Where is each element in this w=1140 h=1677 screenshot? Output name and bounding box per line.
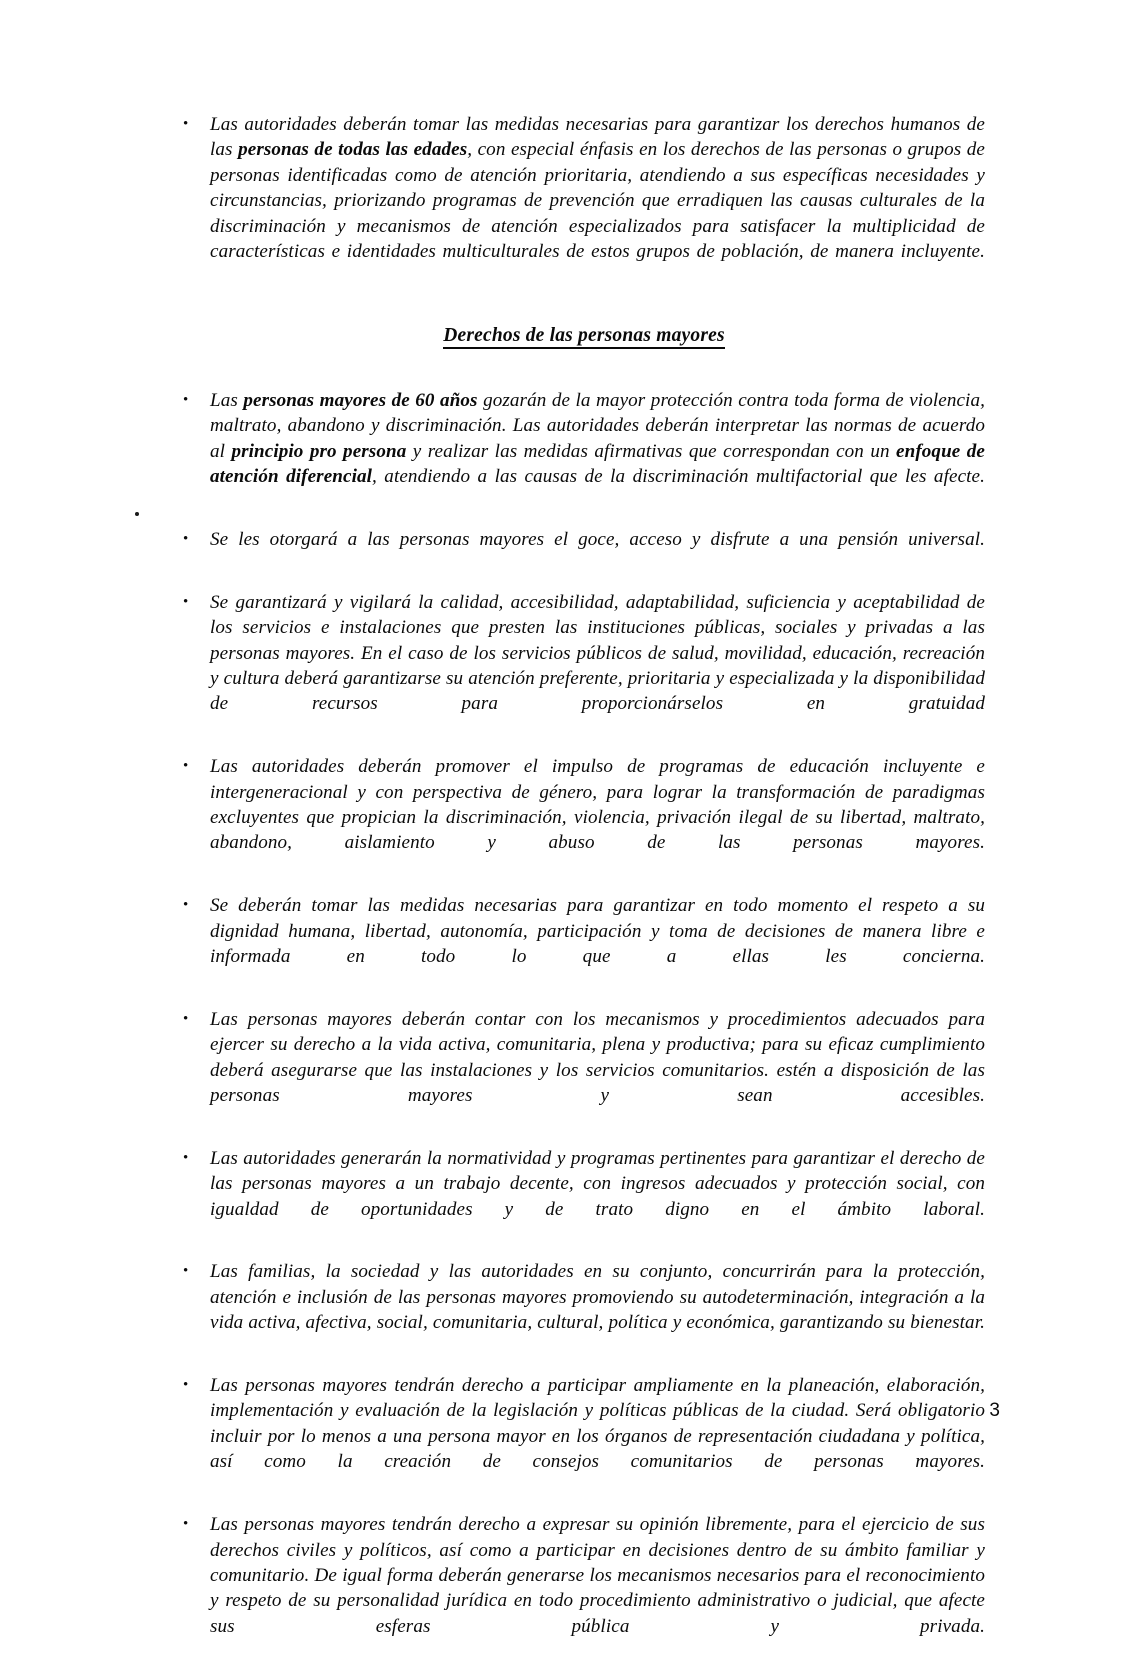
bullet-icon: •: [183, 1010, 189, 1027]
list-item-text: Se deberán tomar las medidas necesarias para garantizar en todo momento el respeto a su dignidad humana, libertad, autonomía, participación y toma de decisiones de manera libre e informada en todo lo que a ellas les concierna.: [210, 895, 985, 967]
list-item: [183, 1259, 985, 1361]
page-number: 3: [989, 1400, 1000, 1421]
scan-artifact-speck: [135, 512, 139, 516]
list-item: [183, 388, 985, 515]
list-item: [183, 893, 985, 995]
section-heading: [183, 324, 985, 348]
bullet-icon: •: [183, 1377, 189, 1394]
bullet-icon: •: [183, 530, 189, 547]
list-item-text: Las autoridades generarán la normatividad y programas pertinentes para garantizar el derecho de las personas mayores a un trabajo decente, con ingresos adecuados y protección social, con igualdad de oportunidades y de trato digno en el ámbito laboral.: [210, 1147, 985, 1220]
bullet-icon: •: [183, 1516, 189, 1533]
list-item-text: Se garantizará y vigilará la calidad, accesibilidad, adaptabilidad, suficiencia y aceptabilidad de los servicios e instalaciones que presten las instituciones públicas, sociales y privadas a las personas mayores. En el caso de los servicios públicos de salud, movilidad, educación, recreación y cultura deberá garantizarse su atención preferente, prioritaria y especializada y la disponibilidad de recursos para proporcionárselos en gratuidad: [210, 591, 985, 715]
list-item-text: Las personas mayores de 60 años gozarán de la mayor protección contra toda forma de violencia, maltrato, abandono y discriminación. Las autoridades deberán interpretar las normas de acuerdo al principio pro persona y realizar las medidas afirmativas que correspondan con un enfoque de atención diferencial, atendiendo a las causas de la discriminación multifactorial que les afecte.: [210, 389, 985, 488]
list-item: [183, 1512, 985, 1664]
bullet-icon: •: [183, 593, 189, 610]
list-item: [183, 112, 985, 290]
intro-bullet-group: [183, 112, 985, 290]
bullet-icon: •: [183, 116, 189, 132]
list-item-text: Las personas mayores tendrán derecho a participar ampliamente en la planeación, elaboración, implementación y evaluación de la legislación y políticas públicas de la ciudad. Será obligatorio incluir por lo menos a una persona mayor en los órganos de representación ciudadana y política, así como la creación de consejos comunitarios de personas mayores.: [210, 1375, 985, 1473]
bullet-icon: •: [183, 758, 189, 775]
bullet-icon: •: [183, 1149, 189, 1166]
section-heading-label: Derechos de las personas mayores: [443, 325, 725, 349]
list-item: [183, 527, 985, 578]
list-item: [183, 1373, 985, 1500]
list-item-text: Las familias, la sociedad y las autoridades en su conjunto, concurrirán para la protección, atención e inclusión de las personas mayores promoviendo su autodeterminación, integración a la vida activa, afectiva, social, comunitaria, cultural, política y económica, garantizando su bienestar.: [210, 1261, 985, 1334]
list-item-text: Se les otorgará a las personas mayores el goce, acceso y disfrute a una pensión universal.: [210, 528, 985, 550]
list-item-text: Las personas mayores tendrán derecho a expresar su opinión libremente, para el ejercicio de sus derechos civiles y políticos, así como a participar en decisiones dentro de su ámbito familiar y comunitario. De igual forma deberán generarse los mecanismos necesarios para el reconocimiento y respeto de su personalidad jurídica en todo procedimiento administrativo o judicial, que afecte sus esferas pública y privada.: [210, 1514, 985, 1637]
list-item-text: Las autoridades deberán promover el impulso de programas de educación incluyente e intergeneracional y con perspectiva de género, para lograr la transformación de paradigmas excluyentes que propician la discriminación, violencia, privación ilegal de su libertad, maltrato, abandono, aislamiento y abuso de las personas mayores.: [210, 756, 985, 854]
list-item-text: Las autoridades deberán tomar las medidas necesarias para garantizar los derechos humanos de las personas de todas las edades, con especial énfasis en los derechos de las personas o grupos de personas identificadas como de atención prioritaria, atendiendo a sus específicas necesidades y circunstancias, priorizando programas de prevención que erradiquen las causas culturales de la discriminación y mecanismos de atención especializados para satisfacer la multiplicidad de características e identidades multiculturales de estos grupos de población, de manera incluyente.: [210, 114, 985, 263]
list-item: [183, 1146, 985, 1248]
list-item: [183, 590, 985, 742]
list-item-text: Las personas mayores deberán contar con los mecanismos y procedimientos adecuados para ejercer su derecho a la vida activa, comunitaria, plena y productiva; para su eficaz cumplimiento deberá asegurarse que las instalaciones y los servicios comunitarios. estén a disposición de las personas mayores y sean accesibles.: [210, 1008, 985, 1106]
bullet-icon: •: [183, 897, 189, 914]
bullet-icon: •: [183, 391, 189, 408]
page-content: [183, 112, 985, 1677]
personas-mayores-bullet-group: [183, 388, 985, 1665]
list-item: [183, 1007, 985, 1134]
bullet-icon: •: [183, 1263, 189, 1280]
list-item: [183, 754, 985, 881]
